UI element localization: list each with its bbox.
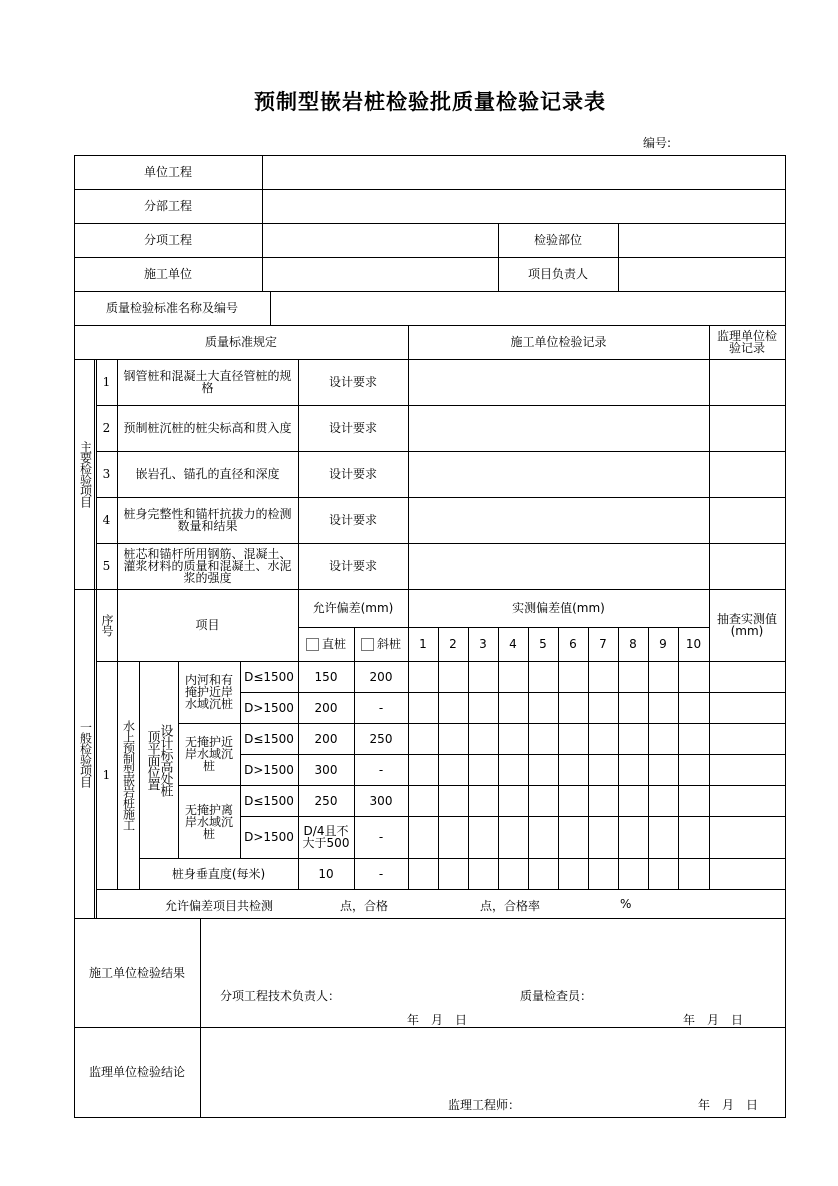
col-seq — [96, 589, 118, 662]
verticality-raked — [354, 858, 409, 890]
inspector-label: 质量检查员： — [520, 989, 593, 1003]
measured-value-cell[interactable] — [618, 661, 649, 693]
measured-value-cell[interactable] — [528, 754, 559, 786]
main-item-requirement-text: 设计要求 — [328, 559, 377, 573]
measured-value-cell[interactable] — [498, 661, 529, 693]
raked-pile-tolerance-text: 300 — [369, 793, 393, 808]
main-item-no — [96, 543, 118, 590]
label-inspection-part-text: 检验部位 — [533, 233, 582, 247]
main-item-text — [117, 359, 299, 406]
raked-pile-tolerance — [354, 723, 409, 755]
main-item-text — [117, 405, 299, 452]
main-item-requirement — [298, 451, 409, 498]
main-item-requirement-text: 设计要求 — [328, 421, 377, 435]
main-item-no-text: 2 — [102, 421, 111, 435]
spot-check-cell[interactable] — [709, 723, 786, 755]
main-item-construction-record[interactable] — [408, 359, 710, 406]
measure-col-header-text: 10 — [685, 637, 702, 651]
measured-value-cell[interactable] — [648, 692, 679, 724]
diameter-condition — [240, 661, 299, 693]
measured-value-cell[interactable] — [528, 858, 559, 890]
main-item-requirement-text: 设计要求 — [328, 513, 377, 527]
measured-value-cell[interactable] — [468, 692, 499, 724]
raked-pile-tolerance-text: - — [378, 762, 384, 777]
checkbox-icon[interactable] — [306, 638, 319, 651]
measured-value-cell[interactable] — [678, 858, 710, 890]
measured-value-cell[interactable] — [678, 723, 710, 755]
measure-col-header-text: 2 — [449, 637, 457, 651]
measured-value-cell[interactable] — [498, 692, 529, 724]
measured-value-cell[interactable] — [648, 785, 679, 817]
measured-value-cell[interactable] — [408, 692, 439, 724]
label-project-leader — [498, 257, 619, 292]
summary-b: 点，合格 — [340, 899, 389, 913]
measure-col-header-text: 7 — [599, 637, 607, 651]
raked-pile-tolerance — [354, 754, 409, 786]
measure-col-header-text: 5 — [539, 637, 547, 651]
raked-pile-tolerance — [354, 785, 409, 817]
straight-pile-tolerance — [298, 785, 355, 817]
result-date-1: 年 月 日 — [407, 1013, 468, 1027]
main-item-no — [96, 405, 118, 452]
measured-value-cell[interactable] — [498, 816, 529, 859]
spot-check-cell[interactable] — [709, 661, 786, 693]
measured-value-cell[interactable] — [558, 754, 589, 786]
main-items-label-text: 主要检验项目 — [78, 441, 93, 507]
label-standard-name-text: 质量检验标准名称及编号 — [105, 301, 238, 315]
col-supervision-record-text: 监理单位检验记录 — [716, 329, 777, 355]
measured-value-cell[interactable] — [588, 816, 619, 859]
measured-value-cell[interactable] — [438, 661, 469, 693]
measured-value-cell[interactable] — [618, 723, 649, 755]
spot-check-cell[interactable] — [709, 858, 786, 890]
straight-pile-tolerance-text: 300 — [314, 762, 338, 777]
main-item-text — [117, 451, 299, 498]
raked-pile-tolerance — [354, 661, 409, 693]
result-label — [74, 918, 201, 1028]
col-seq-text: 序号 — [100, 614, 114, 636]
main-item-no — [96, 359, 118, 406]
col-quality-standard-text: 质量标准规定 — [204, 335, 277, 349]
measure-col-header — [678, 627, 710, 662]
measure-col-header — [468, 627, 499, 662]
col-measured-dev-text: 实测偏差值(mm) — [512, 601, 605, 615]
measured-value-cell[interactable] — [528, 723, 559, 755]
main-item-no-text: 5 — [102, 559, 111, 573]
general-items-label-text: 一般检验项目 — [78, 720, 93, 787]
main-item-requirement-text: 设计要求 — [328, 467, 377, 481]
measured-value-cell[interactable] — [468, 858, 499, 890]
pile-group — [178, 785, 241, 859]
pile-group — [178, 723, 241, 786]
measured-value-cell[interactable] — [558, 661, 589, 693]
result-label-text: 施工单位检验结果 — [88, 965, 185, 980]
unit-project-field[interactable] — [262, 155, 786, 190]
label-standard-name — [74, 291, 271, 326]
measured-value-cell[interactable] — [438, 723, 469, 755]
straight-pile-tolerance-text: 200 — [314, 700, 338, 715]
measured-value-cell[interactable] — [498, 785, 529, 817]
main-item-supervision-record[interactable] — [709, 451, 786, 498]
straight-pile-tolerance — [298, 816, 355, 859]
main-item-construction-record[interactable] — [408, 451, 710, 498]
measured-value-cell[interactable] — [588, 692, 619, 724]
measured-value-cell[interactable] — [468, 754, 499, 786]
main-item-no — [96, 497, 118, 544]
general-category-text: 水上预制型嵌岩桩施工 — [121, 720, 136, 830]
tech-leader-label: 分项工程技术负责人： — [220, 989, 341, 1003]
measured-value-cell[interactable] — [408, 858, 439, 890]
straight-pile-checkbox[interactable] — [298, 627, 355, 662]
summary-c: 点，合格率 — [480, 899, 541, 913]
measured-value-cell[interactable] — [528, 692, 559, 724]
measure-col-header — [498, 627, 529, 662]
construction-unit-field[interactable] — [262, 257, 499, 292]
straight-pile-tolerance — [298, 754, 355, 786]
col-allowed-dev-text: 允许偏差(mm) — [312, 601, 394, 615]
col-quality-standard — [74, 325, 409, 360]
measured-value-cell[interactable] — [618, 754, 649, 786]
measure-col-header — [528, 627, 559, 662]
checkbox-label: 直桩 — [321, 637, 346, 651]
col-item-text: 项目 — [195, 618, 220, 632]
measured-value-cell[interactable] — [588, 661, 619, 693]
measure-col-header — [558, 627, 589, 662]
diameter-condition-text: D≤1500 — [244, 793, 294, 808]
summary-a: 允许偏差项目共检测 — [165, 899, 274, 913]
verticality-label — [139, 858, 299, 890]
checkbox-label: 斜桩 — [376, 637, 401, 651]
measured-value-cell[interactable] — [498, 858, 529, 890]
main-item-requirement — [298, 543, 409, 590]
measured-value-cell[interactable] — [648, 661, 679, 693]
main-item-text-text: 桩身完整性和锚杆抗拔力的检测数量和结果 — [123, 507, 292, 533]
label-subdivision-project-text: 分项工程 — [143, 233, 192, 247]
measure-col-header-text: 3 — [479, 637, 487, 651]
measured-value-cell[interactable] — [678, 692, 710, 724]
main-item-text — [117, 497, 299, 544]
general-item-no — [96, 661, 118, 890]
col-spot-check-text: 抽查实测值(mm) — [716, 612, 777, 638]
diameter-condition — [240, 785, 299, 817]
straight-pile-tolerance-text: D/4且不大于500 — [302, 824, 350, 850]
measured-value-cell[interactable] — [468, 723, 499, 755]
division-project-field[interactable] — [262, 189, 786, 224]
main-item-no — [96, 451, 118, 498]
raked-pile-tolerance — [354, 692, 409, 724]
label-division-project-text: 分部工程 — [143, 199, 192, 213]
spot-check-cell[interactable] — [709, 754, 786, 786]
measured-value-cell[interactable] — [648, 858, 679, 890]
diameter-condition-text: D>1500 — [244, 830, 294, 844]
supervision-date: 年 月 日 — [698, 1098, 759, 1112]
form-title: 预制型嵌岩桩检验批质量检验记录表 — [254, 90, 606, 114]
project-leader-field[interactable] — [618, 257, 786, 292]
measure-col-header — [588, 627, 619, 662]
straight-pile-tolerance — [298, 723, 355, 755]
main-item-supervision-record[interactable] — [709, 543, 786, 590]
diameter-condition-text: D>1500 — [244, 762, 294, 777]
col-item — [117, 589, 299, 662]
label-construction-unit — [74, 257, 263, 292]
main-item-requirement-text: 设计要求 — [328, 375, 377, 389]
measured-value-cell[interactable] — [558, 785, 589, 817]
measured-value-cell[interactable] — [588, 723, 619, 755]
pile-group-text: 无掩护离岸水域沉桩 — [184, 802, 233, 841]
number-label: 编号: — [643, 136, 672, 150]
diameter-condition-text: D≤1500 — [244, 669, 294, 684]
main-item-no-text: 1 — [102, 375, 111, 389]
main-item-no-text: 3 — [102, 467, 111, 481]
main-item-no-text: 4 — [102, 513, 111, 527]
main-item-text-text: 桩芯和锚杆所用钢筋、混凝土、灌浆材料的质量和混凝土、水泥浆的强度 — [123, 547, 292, 585]
measured-value-cell[interactable] — [678, 754, 710, 786]
measure-col-header-text: 6 — [569, 637, 577, 651]
label-unit-project-text: 单位工程 — [143, 165, 192, 179]
spot-check-cell[interactable] — [709, 692, 786, 724]
measured-value-cell[interactable] — [588, 785, 619, 817]
measured-value-cell[interactable] — [618, 692, 649, 724]
main-item-supervision-record[interactable] — [709, 497, 786, 544]
diameter-condition-text: D>1500 — [244, 700, 294, 715]
measured-value-cell[interactable] — [558, 692, 589, 724]
pile-group-text: 内河和有掩护近岸水域沉桩 — [184, 673, 233, 711]
measure-col-header-text: 4 — [509, 637, 517, 651]
general-sub-category — [139, 661, 179, 859]
measured-value-cell[interactable] — [498, 723, 529, 755]
measured-value-cell[interactable] — [648, 723, 679, 755]
straight-pile-tolerance-text: 200 — [314, 731, 338, 746]
general-item-no-text: 1 — [102, 768, 111, 782]
measured-value-cell[interactable] — [468, 785, 499, 817]
general-sub-category-text: 设计标高处桩顶平面位置 — [144, 723, 173, 796]
main-item-construction-record[interactable] — [408, 543, 710, 590]
col-measured-dev — [408, 589, 710, 628]
measured-value-cell[interactable] — [408, 785, 439, 817]
measured-value-cell[interactable] — [618, 816, 649, 859]
verticality-straight-text: 10 — [318, 866, 334, 881]
verticality-label-text: 桩身垂直度(每米) — [171, 866, 266, 881]
col-construction-record — [408, 325, 710, 360]
measure-col-header — [618, 627, 649, 662]
measured-value-cell[interactable] — [558, 723, 589, 755]
measured-value-cell[interactable] — [588, 754, 619, 786]
general-category — [117, 661, 140, 890]
measure-col-header — [438, 627, 469, 662]
label-project-leader-text: 项目负责人 — [527, 267, 588, 281]
diameter-condition — [240, 723, 299, 755]
straight-pile-tolerance-text: 250 — [314, 793, 338, 808]
measured-value-cell[interactable] — [468, 816, 499, 859]
main-item-construction-record[interactable] — [408, 405, 710, 452]
measured-value-cell[interactable] — [618, 858, 649, 890]
label-inspection-part — [498, 223, 619, 258]
main-item-text-text: 嵌岩孔、锚孔的直径和深度 — [135, 467, 280, 481]
main-item-text — [117, 543, 299, 590]
label-division-project — [74, 189, 263, 224]
measured-value-cell[interactable] — [528, 816, 559, 859]
measured-value-cell[interactable] — [558, 858, 589, 890]
label-construction-unit-text: 施工单位 — [143, 267, 192, 281]
straight-pile-tolerance — [298, 692, 355, 724]
spot-check-cell[interactable] — [709, 785, 786, 817]
measured-value-cell[interactable] — [408, 754, 439, 786]
measured-value-cell[interactable] — [438, 858, 469, 890]
col-spot-check — [709, 589, 786, 662]
result-date-2: 年 月 日 — [683, 1013, 744, 1027]
verticality-raked-text: - — [378, 866, 384, 881]
measured-value-cell[interactable] — [648, 816, 679, 859]
measured-value-cell[interactable] — [558, 816, 589, 859]
measured-value-cell[interactable] — [528, 661, 559, 693]
pile-group-text: 无掩护近岸水域沉桩 — [184, 735, 233, 773]
main-item-supervision-record[interactable] — [709, 405, 786, 452]
subdivision-project-field[interactable] — [262, 223, 499, 258]
summary-d: % — [620, 897, 632, 911]
measured-value-cell[interactable] — [438, 754, 469, 786]
raked-pile-tolerance-text: 200 — [369, 669, 393, 684]
measured-value-cell[interactable] — [438, 692, 469, 724]
measured-value-cell[interactable] — [438, 816, 469, 859]
measured-value-cell[interactable] — [678, 661, 710, 693]
engineer-label: 监理工程师： — [448, 1098, 521, 1112]
diameter-condition — [240, 816, 299, 859]
measure-col-header — [408, 627, 439, 662]
col-construction-record-text: 施工单位检验记录 — [510, 335, 607, 349]
main-item-requirement — [298, 359, 409, 406]
measured-value-cell[interactable] — [678, 816, 710, 859]
main-item-construction-record[interactable] — [408, 497, 710, 544]
supervision-label — [74, 1027, 201, 1118]
measured-value-cell[interactable] — [408, 816, 439, 859]
measure-col-header-text: 1 — [419, 637, 427, 651]
standard-name-field[interactable] — [270, 291, 786, 326]
straight-pile-tolerance-text: 150 — [314, 669, 338, 684]
main-item-text-text: 预制桩沉桩的桩尖标高和贯入度 — [123, 421, 292, 435]
raked-pile-tolerance-text: - — [378, 700, 384, 715]
pile-group — [178, 661, 241, 724]
measure-col-header-text: 9 — [659, 637, 667, 651]
measure-col-header — [648, 627, 679, 662]
diameter-condition — [240, 692, 299, 724]
checkbox-icon[interactable] — [361, 638, 374, 651]
label-unit-project — [74, 155, 263, 190]
diameter-condition — [240, 754, 299, 786]
raked-pile-tolerance-text: 250 — [369, 731, 393, 746]
raked-pile-checkbox[interactable] — [354, 627, 409, 662]
divider — [94, 359, 95, 918]
main-item-text-text: 钢管桩和混凝土大直径管桩的规格 — [123, 369, 292, 395]
measured-value-cell[interactable] — [648, 754, 679, 786]
inspection-part-field[interactable] — [618, 223, 786, 258]
measured-value-cell[interactable] — [498, 754, 529, 786]
supervision-label-text: 监理单位检验结论 — [88, 1065, 185, 1079]
main-item-requirement — [298, 405, 409, 452]
measured-value-cell[interactable] — [438, 785, 469, 817]
main-item-supervision-record[interactable] — [709, 359, 786, 406]
measured-value-cell[interactable] — [618, 785, 649, 817]
diameter-condition-text: D≤1500 — [244, 731, 294, 746]
col-supervision-record — [709, 325, 786, 360]
measured-value-cell[interactable] — [468, 661, 499, 693]
measure-col-header-text: 8 — [629, 637, 637, 651]
spot-check-cell[interactable] — [709, 816, 786, 859]
col-allowed-dev — [298, 589, 409, 628]
raked-pile-tolerance-text: - — [378, 830, 384, 844]
measured-value-cell[interactable] — [408, 661, 439, 693]
verticality-straight — [298, 858, 355, 890]
main-item-requirement — [298, 497, 409, 544]
measured-value-cell[interactable] — [408, 723, 439, 755]
measured-value-cell[interactable] — [588, 858, 619, 890]
straight-pile-tolerance — [298, 661, 355, 693]
measured-value-cell[interactable] — [678, 785, 710, 817]
raked-pile-tolerance — [354, 816, 409, 859]
measured-value-cell[interactable] — [528, 785, 559, 817]
label-subdivision-project — [74, 223, 263, 258]
